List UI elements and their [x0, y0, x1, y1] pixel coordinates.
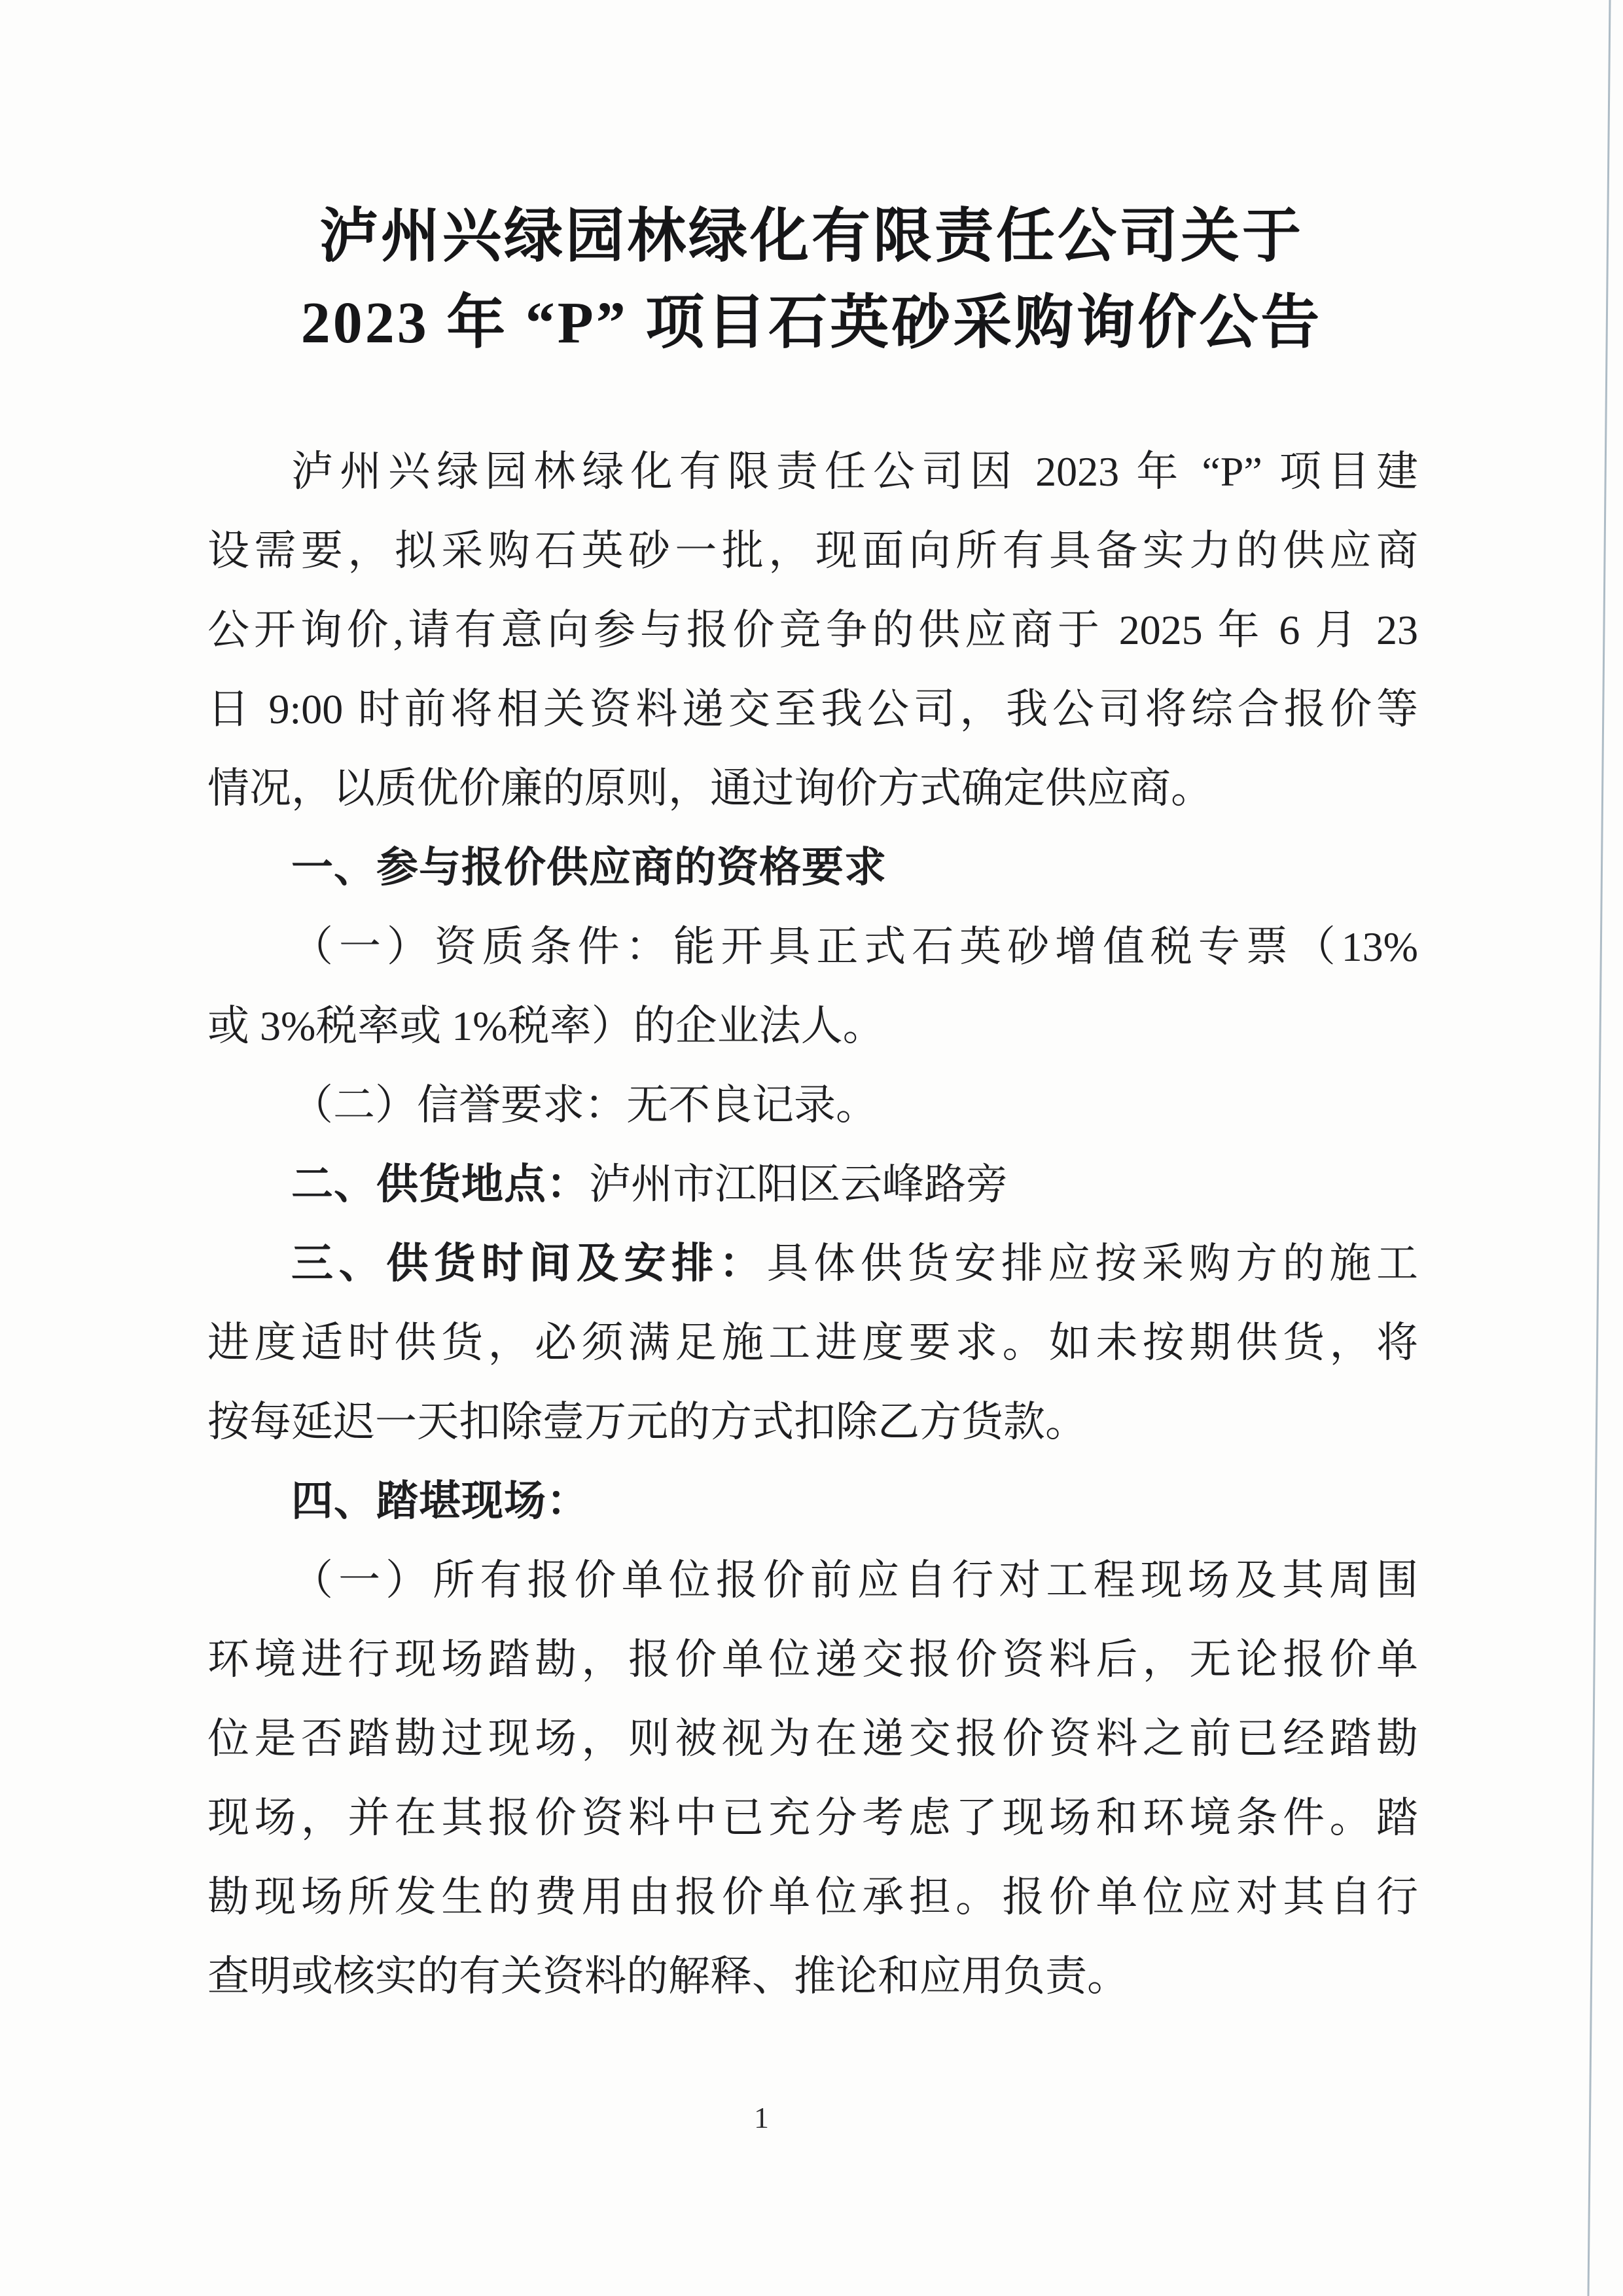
section4-item1-line-4: [207, 1778, 1418, 1857]
intro-paragraph-line-4: [207, 670, 1418, 749]
section-heading-text: 一、参与报价供应商的资格要求: [291, 844, 887, 891]
section4-item1-line-5: [207, 1857, 1418, 1937]
intro-paragraph-line-3: [207, 590, 1418, 670]
section-heading-text: 二、供货地点：: [291, 1160, 589, 1208]
section-heading-2: [207, 1145, 1418, 1224]
intro-paragraph-line-5: [207, 749, 1418, 828]
body-text-run: 勘现场所发生的费用由报价单位承担。报价单位应对其自行: [207, 1874, 1418, 1920]
section-heading-3: [207, 1224, 1418, 1303]
intro-paragraph-line-1: [207, 432, 1418, 511]
body-text-run: 环境进行现场踏勘，报价单位递交报价资料后，无论报价单: [207, 1636, 1418, 1683]
body-text-run: 公开询价,请有意向参与报价竞争的供应商于 2025 年 6 月 23: [207, 607, 1418, 653]
body-text-run: 具体供货安排应按采购方的施工: [766, 1240, 1419, 1287]
body-text-run: 按每延迟一天扣除壹万元的方式扣除乙方货款。: [207, 1399, 1087, 1445]
body-text-run: 泸州市江阳区云峰路旁: [589, 1161, 1008, 1208]
body-text-run: 泸州兴绿园林绿化有限责任公司因 2023 年 “P” 项目建: [291, 448, 1418, 495]
section-heading-1: [207, 828, 1418, 907]
body-text-run: 查明或核实的有关资料的解释、推论和应用负责。: [207, 1953, 1129, 2000]
section1-item2-line-1: [207, 1066, 1418, 1145]
document-title-line-2: 2023 年 “P” 项目石英砂采购询价公告: [300, 291, 1323, 355]
section-heading-4: [207, 1462, 1418, 1541]
section4-item1-line-1: [207, 1541, 1418, 1620]
body-text-run: （一）所有报价单位报价前应自行对工程现场及其周围: [291, 1557, 1418, 1604]
body-text-run: 设需要，拟采购石英砂一批，现面向所有具备实力的供应商: [207, 528, 1418, 574]
page-number: 1: [754, 2101, 769, 2134]
section1-item1-line-1: [207, 907, 1418, 986]
document-title-line-1: 泸州兴绿园林绿化有限责任公司关于: [319, 204, 1304, 269]
document-body: [207, 432, 1418, 2016]
document-title: [0, 194, 1623, 367]
section3-line-2: [207, 1303, 1418, 1382]
body-text-run: 进度适时供货，必须满足施工进度要求。如未按期供货，将: [207, 1319, 1418, 1366]
section-heading-text: 三、供货时间及安排：: [291, 1240, 767, 1287]
section4-item1-line-2: [207, 1620, 1418, 1699]
section-heading-text: 四、踏堪现场：: [291, 1477, 589, 1524]
body-text-run: （一）资质条件：能开具正式石英砂增值税专票（13%: [291, 924, 1418, 970]
body-text-run: 或 3%税率或 1%税率）的企业法人。: [207, 1003, 885, 1049]
section3-line-3: [207, 1382, 1418, 1462]
intro-paragraph-line-2: [207, 511, 1418, 590]
body-text-run: 情况，以质优价廉的原则，通过询价方式确定供应商。: [207, 765, 1213, 812]
body-text-run: （二）信誉要求：无不良记录。: [291, 1082, 878, 1128]
section1-item1-line-2: [207, 986, 1418, 1066]
body-text-run: 日 9:00 时前将相关资料递交至我公司，我公司将综合报价等: [207, 686, 1418, 732]
section4-item1-line-6: [207, 1937, 1418, 2016]
body-text-run: 现场，并在其报价资料中已充分考虑了现场和环境条件。踏: [207, 1795, 1418, 1841]
section4-item1-line-3: [207, 1699, 1418, 1778]
body-text-run: 位是否踏勘过现场，则被视为在递交报价资料之前已经踏勘: [207, 1715, 1418, 1762]
